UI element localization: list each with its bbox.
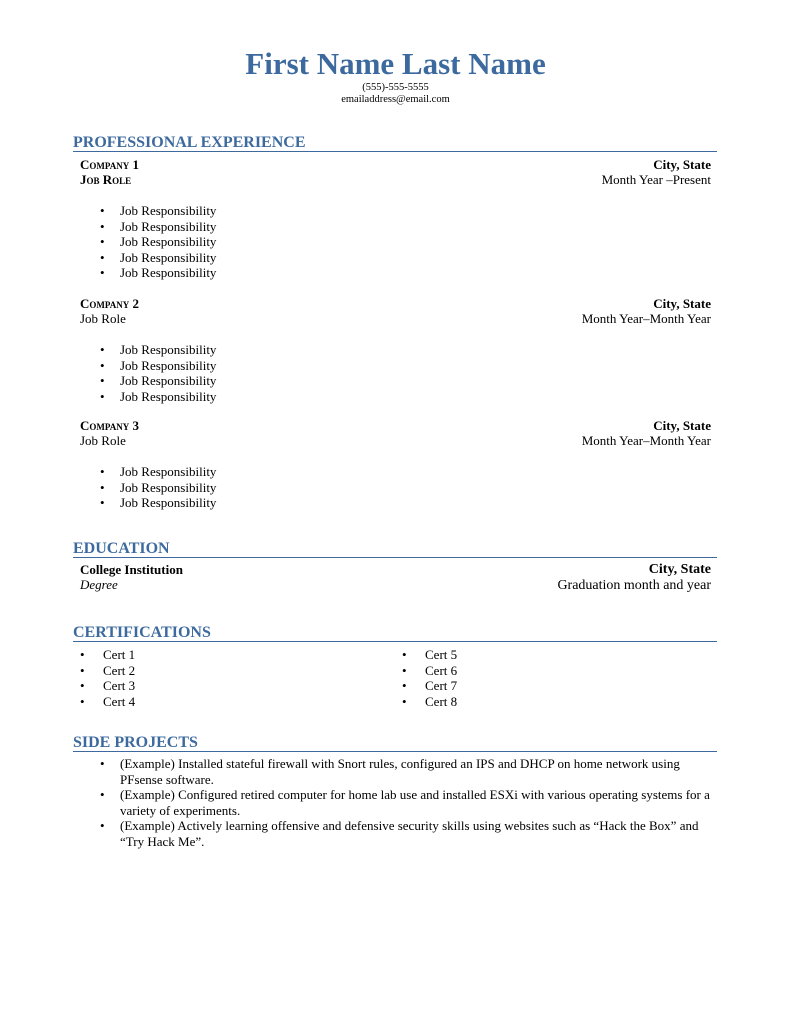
company-3-responsibilities (100, 464, 216, 511)
side-projects-list (100, 756, 715, 850)
company-2-location: City, State (653, 296, 711, 311)
education-institution: College Institution (80, 562, 183, 577)
phone-number: (555)-555-5555 (362, 82, 429, 93)
company-3-role: Job Role (80, 433, 126, 448)
list-item: • Cert 7 (402, 678, 457, 694)
list-item: • Job Responsibility (100, 219, 216, 235)
section-certifications-title: CERTIFICATIONS (73, 624, 211, 641)
list-item: • Cert 6 (402, 663, 457, 679)
list-item: • (Example) Configured retired computer for home lab use and installed ESXi with various operating systems for a variety of experiments. (100, 787, 715, 818)
section-projects-title: SIDE PROJECTS (73, 734, 198, 751)
company-3-name: Company 3 (80, 418, 139, 433)
section-certifications-heading (73, 621, 717, 642)
list-item: • Job Responsibility (100, 250, 216, 266)
list-item: • Cert 5 (402, 647, 457, 663)
company-3-location: City, State (653, 418, 711, 433)
company-2-responsibilities (100, 342, 216, 404)
list-item: • Job Responsibility (100, 203, 216, 219)
section-experience-title: PROFESSIONAL EXPERIENCE (73, 134, 306, 151)
education-location: City, State (648, 562, 711, 577)
list-item: • (Example) Actively learning offensive and defensive security skills using websites such as “Hack the Box” and “Try Hack Me”. (100, 818, 715, 849)
email-address: emailaddress@email.com (341, 94, 450, 105)
education-graduation: Graduation month and year (557, 578, 711, 593)
list-item: • Cert 4 (80, 694, 135, 710)
list-item: • Job Responsibility (100, 342, 216, 358)
section-education-heading (73, 537, 717, 558)
list-item: • Cert 2 (80, 663, 135, 679)
list-item: • Job Responsibility (100, 464, 216, 480)
list-item: • Cert 3 (80, 678, 135, 694)
list-item: • Job Responsibility (100, 234, 216, 250)
education-degree: Degree (80, 577, 118, 592)
company-1-name: Company 1 (80, 157, 139, 172)
company-2-dates: Month Year–Month Year (581, 311, 711, 326)
list-item: • Job Responsibility (100, 373, 216, 389)
company-1-dates: Month Year –Present (601, 172, 711, 187)
list-item: • Cert 8 (402, 694, 457, 710)
company-1-location: City, State (653, 157, 711, 172)
company-1-role: Job Role (80, 172, 132, 187)
company-2-name: Company 2 (80, 296, 139, 311)
company-1-responsibilities (100, 203, 216, 281)
certifications-left-list (80, 647, 135, 709)
list-item: • (Example) Installed stateful firewall with Snort rules, configured an IPS and DHCP on home network using PFsense software. (100, 756, 715, 787)
list-item: • Cert 1 (80, 647, 135, 663)
certifications-right-list (402, 647, 457, 709)
candidate-name: First Name Last Name (245, 46, 546, 81)
list-item: • Job Responsibility (100, 358, 216, 374)
list-item: • Job Responsibility (100, 265, 216, 281)
list-item: • Job Responsibility (100, 495, 216, 511)
list-item: • Job Responsibility (100, 389, 216, 405)
section-projects-heading (73, 731, 717, 752)
company-3-dates: Month Year–Month Year (581, 433, 711, 448)
company-2-role: Job Role (80, 311, 126, 326)
list-item: • Job Responsibility (100, 480, 216, 496)
section-education-title: EDUCATION (73, 540, 170, 557)
section-experience-heading (73, 131, 717, 152)
